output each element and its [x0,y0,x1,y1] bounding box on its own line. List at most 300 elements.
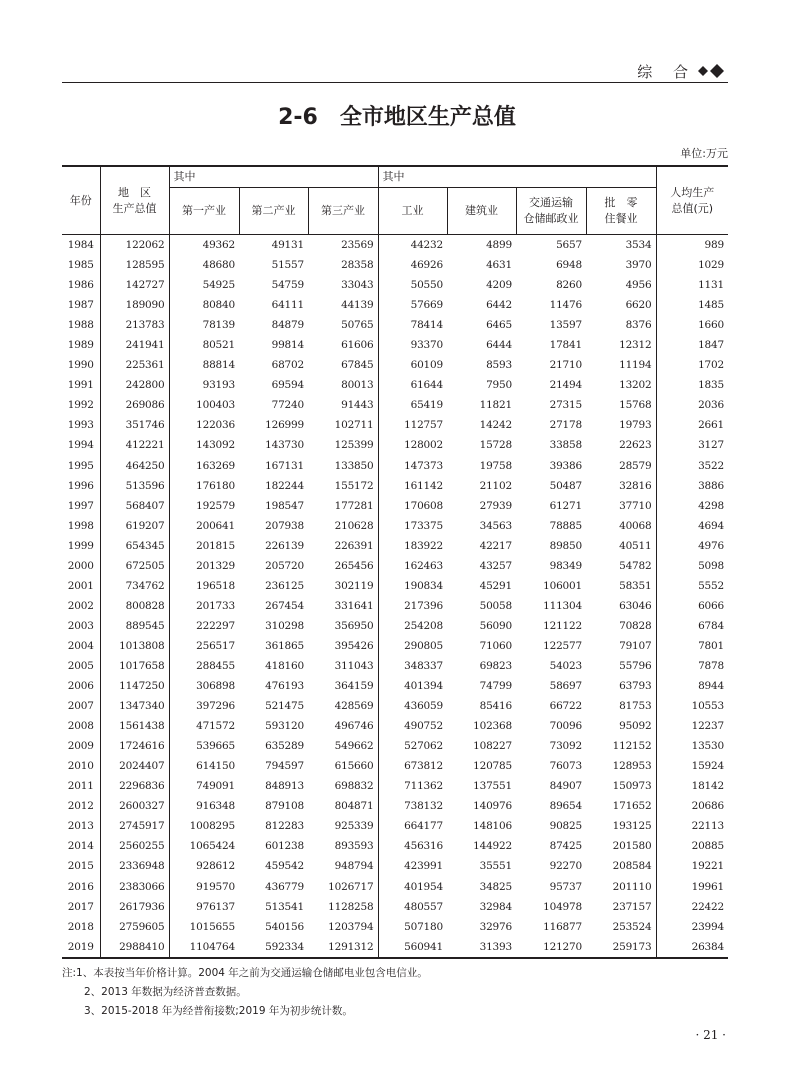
cell-primary: 200641 [169,516,239,536]
cell-tertiary: 356950 [334,619,374,632]
cell-primary: 143092 [169,435,239,455]
cell-retail: 40068 [619,519,652,532]
table-row [62,877,728,897]
running-header [62,56,728,83]
cell-retail: 19793 [619,419,652,432]
cell-gdp: 654345 [100,536,169,556]
cell-primary: 176180 [169,476,239,496]
cell-industry: 436059 [378,696,447,716]
cell-transport: 122577 [543,639,582,652]
cell-tertiary: 331641 [334,599,374,612]
table-row [62,355,728,375]
cell-year: 2019 [62,937,100,958]
cell-construction: 43257 [479,559,512,572]
cell-gdp: 189090 [100,295,169,315]
cell-per-capita: 5552 [656,576,728,596]
cell-construction: 8593 [486,359,512,372]
cell-gdp: 128595 [100,255,169,275]
cell-construction: 69823 [479,660,512,672]
cell-gdp: 568407 [100,496,169,516]
cell-industry: 290805 [378,636,447,656]
cell-industry: 65419 [378,395,447,415]
cell-retail: 8376 [625,319,652,332]
cell-secondary: 635289 [265,740,304,753]
cell-gdp: 351746 [100,415,169,435]
cell-retail: 37710 [619,499,652,512]
cell-industry: 61644 [378,375,447,395]
cell-secondary: 126999 [265,419,304,432]
cell-transport: 54023 [549,660,582,672]
cell-transport: 121122 [543,619,582,632]
cell-industry: 673812 [378,756,447,776]
cell-retail: 193125 [612,820,652,833]
cell-secondary: 236125 [265,579,304,592]
cell-secondary: 226139 [265,539,304,552]
header-tertiary: 第三产业 [308,188,378,235]
footnote-3: 3、2015-2018 年为经普衔接数;2019 年为初步统计数。 [84,1005,353,1017]
cell-industry: 423991 [378,856,447,876]
cell-retail: 55796 [619,660,652,672]
cell-transport: 27178 [549,419,582,432]
cell-industry: 401394 [378,676,447,696]
cell-tertiary: 364159 [334,680,374,693]
cell-per-capita: 1702 [656,355,728,375]
cell-gdp: 800828 [100,596,169,616]
cell-transport: 106001 [543,579,582,592]
cell-construction: 85416 [479,700,512,713]
cell-transport: 17841 [549,339,582,352]
cell-year: 1995 [67,459,94,472]
header-per-capita [656,166,728,235]
cell-secondary: 592334 [239,937,308,958]
cell-construction: 34563 [479,519,512,532]
cell-secondary: 459542 [265,860,304,873]
cell-tertiary: 61606 [341,339,374,352]
cell-transport: 92270 [549,860,582,873]
cell-transport: 58697 [549,680,582,693]
table-row [62,917,728,937]
cell-primary: 192579 [169,496,239,516]
cell-year: 2016 [67,880,94,893]
cell-industry: 112757 [378,415,447,435]
cell-transport: 104978 [543,900,582,913]
cell-gdp: 2617936 [100,897,169,917]
table-row [62,736,728,756]
cell-primary: 1065424 [169,836,239,856]
cell-primary: 100403 [169,395,239,415]
cell-transport: 84907 [549,780,582,793]
cell-secondary: 77240 [271,399,304,412]
cell-construction: 35551 [479,860,512,873]
cell-tertiary: 265456 [334,559,374,572]
cell-primary: 288455 [169,656,239,676]
table-row [62,536,728,556]
cell-secondary: 540156 [265,920,304,933]
cell-industry: 738132 [378,796,447,816]
cell-retail: 150973 [612,780,652,793]
cell-gdp: 241941 [100,335,169,355]
header-group-industries: 其中 [378,166,656,188]
cell-per-capita: 1660 [656,315,728,335]
cell-construction: 140976 [473,800,512,813]
cell-construction: 32976 [479,920,512,933]
cell-gdp: 213783 [100,315,169,335]
cell-industry: 93370 [378,335,447,355]
cell-retail: 201110 [612,880,652,893]
cell-primary: 916348 [169,796,239,816]
cell-retail: 6620 [625,299,652,312]
header-per-capita-line2: 总值(元) [671,201,714,215]
header-gdp-line1: 地 区 [118,185,151,199]
cell-retail: 11194 [619,359,652,372]
cell-year: 2007 [67,700,94,713]
cell-secondary: 310298 [265,619,304,632]
cell-retail: 4956 [625,279,652,292]
cell-primary: 306898 [169,676,239,696]
cell-year: 1986 [67,279,94,292]
cell-retail: 253524 [612,920,652,933]
cell-secondary: 167131 [265,459,304,472]
cell-per-capita: 1485 [656,295,728,315]
header-transport-line1: 交通运输 [529,196,573,209]
cell-transport: 33858 [549,439,582,452]
cell-primary: 80840 [169,295,239,315]
cell-industry: 161142 [378,476,447,496]
cell-retail: 40511 [619,539,652,552]
cell-tertiary: 133850 [334,459,374,472]
cell-year: 1984 [67,239,94,252]
footnote-1: 注:1、本表按当年价格计算。2004 年之前为交通运输仓储邮电业包含电信业。 [62,967,428,979]
cell-construction: 45291 [479,579,512,592]
cell-secondary: 143730 [265,439,304,452]
cell-construction: 148106 [473,820,512,833]
cell-year: 1992 [67,399,94,412]
cell-primary: 48680 [169,255,239,275]
cell-industry: 46926 [378,255,447,275]
cell-tertiary: 925339 [334,820,374,833]
cell-industry: 348337 [378,656,447,676]
cell-construction: 4209 [486,279,512,292]
cell-tertiary: 50765 [341,319,374,332]
cell-retail: 28579 [619,459,652,472]
cell-per-capita: 22113 [656,816,728,836]
cell-retail: 58351 [619,579,652,592]
cell-per-capita: 15924 [656,756,728,776]
cell-retail: 3970 [625,259,652,272]
cell-gdp: 1147250 [100,676,169,696]
header-per-capita-line1: 人均生产 [670,185,715,199]
cell-secondary: 418160 [265,660,304,672]
table-row [62,816,728,836]
cell-year: 2001 [67,579,94,592]
cell-per-capita: 7878 [656,656,728,676]
cell-gdp: 1561438 [100,716,169,736]
cell-year: 1989 [67,339,94,352]
table-row [62,275,728,295]
cell-retail: 63793 [619,680,652,693]
table-title-text: 全市地区生产总值 [339,105,516,130]
cell-primary: 54925 [169,275,239,295]
cell-year: 2015 [67,860,94,873]
cell-construction: 120785 [473,760,512,773]
cell-tertiary: 28358 [341,259,374,272]
cell-tertiary: 125399 [334,439,374,452]
cell-retail: 54782 [619,559,652,572]
cell-gdp: 122062 [100,235,169,256]
cell-year: 1999 [67,539,94,552]
cell-tertiary: 44139 [341,299,374,312]
cell-construction: 74799 [479,680,512,693]
cell-year: 2002 [67,599,94,612]
cell-per-capita: 3127 [656,435,728,455]
cell-per-capita: 22422 [656,897,728,917]
cell-secondary: 84879 [271,319,304,332]
cell-construction: 15728 [479,439,512,452]
cell-tertiary: 210628 [334,519,374,532]
cell-gdp: 1013808 [100,636,169,656]
cell-construction: 11821 [479,399,512,412]
footnotes [62,964,428,1021]
cell-retail: 79107 [619,639,652,652]
cell-tertiary: 1128258 [328,900,374,913]
cell-industry: 217396 [378,596,447,616]
cell-secondary: 99814 [271,339,304,352]
table-row [62,295,728,315]
cell-transport: 98349 [549,559,582,572]
cell-year: 1994 [67,439,94,452]
cell-gdp: 734762 [100,576,169,596]
table-row [62,596,728,616]
cell-industry: 173375 [378,516,447,536]
cell-tertiary: 948794 [334,860,374,873]
cell-primary: 1015655 [169,917,239,937]
cell-retail: 63046 [619,599,652,612]
cell-primary: 928612 [169,856,239,876]
table-row [62,395,728,415]
table-row [62,315,728,335]
cell-per-capita: 5098 [656,556,728,576]
table-row [62,435,728,455]
header-transport-line2: 仓储邮政业 [523,212,579,225]
header-transport [516,188,586,235]
cell-transport: 5657 [556,239,582,252]
cell-per-capita: 1029 [656,255,728,275]
cell-year: 2018 [67,920,94,933]
cell-year: 2005 [67,660,94,672]
cell-year: 1998 [67,519,94,532]
cell-construction: 144922 [473,840,512,853]
cell-primary: 196518 [169,576,239,596]
cell-primary: 80521 [169,335,239,355]
cell-per-capita: 20885 [656,836,728,856]
cell-secondary: 513541 [265,900,304,913]
cell-construction: 108227 [473,740,512,753]
cell-primary: 88814 [169,355,239,375]
cell-secondary: 68702 [271,359,304,372]
table-row [62,335,728,355]
cell-year: 2012 [67,800,94,813]
cell-tertiary: 155172 [334,479,374,492]
cell-transport: 73092 [549,740,582,753]
cell-retail: 112152 [612,740,652,753]
cell-industry: 147373 [378,456,447,476]
cell-transport: 27315 [549,399,582,412]
cell-tertiary: 615660 [334,760,374,773]
cell-industry: 78414 [378,315,447,335]
cell-transport: 8260 [556,279,582,292]
cell-transport: 87425 [549,840,582,853]
cell-secondary: 64111 [271,299,304,312]
cell-industry: 57669 [378,295,447,315]
cell-per-capita: 2661 [656,415,728,435]
table-row [62,576,728,596]
cell-year: 1991 [67,379,94,392]
cell-industry: 711362 [378,776,447,796]
table-row [62,636,728,656]
cell-per-capita: 7801 [656,636,728,656]
cell-transport: 21494 [549,379,582,392]
cell-primary: 201733 [169,596,239,616]
diamond-ornament-icon [698,64,728,78]
cell-primary: 471572 [169,716,239,736]
cell-gdp: 619207 [100,516,169,536]
cell-tertiary: 428569 [334,700,374,713]
cell-industry: 480557 [378,897,447,917]
table-row [62,415,728,435]
cell-transport: 50487 [549,479,582,492]
cell-construction: 6465 [486,319,512,332]
cell-per-capita: 4694 [656,516,728,536]
cell-per-capita: 2036 [656,395,728,415]
cell-year: 1988 [67,319,94,332]
cell-tertiary: 1203794 [328,920,374,933]
cell-industry: 507180 [378,917,447,937]
cell-primary: 976137 [169,897,239,917]
cell-tertiary: 226391 [334,539,374,552]
cell-construction: 102368 [473,720,512,733]
cell-transport: 21710 [549,359,582,372]
cell-secondary: 51557 [271,259,304,272]
cell-per-capita: 4976 [656,536,728,556]
cell-transport: 6948 [556,259,582,272]
cell-year: 1990 [67,359,94,372]
cell-secondary: 361865 [265,639,304,652]
cell-secondary: 69594 [271,379,304,392]
cell-secondary: 593120 [265,720,304,733]
cell-tertiary: 311043 [334,660,374,672]
cell-gdp: 242800 [100,375,169,395]
cell-per-capita: 18142 [656,776,728,796]
cell-tertiary: 804871 [334,800,374,813]
cell-primary: 539665 [169,736,239,756]
cell-secondary: 205720 [265,559,304,572]
cell-primary: 614150 [169,756,239,776]
cell-per-capita: 6784 [656,616,728,636]
cell-industry: 490752 [378,716,447,736]
header-retail [586,188,656,235]
cell-gdp: 2296836 [100,776,169,796]
cell-retail: 259173 [586,937,656,958]
cell-per-capita: 4298 [656,496,728,516]
cell-primary: 201815 [169,536,239,556]
cell-gdp: 225361 [100,355,169,375]
cell-secondary: 54759 [271,279,304,292]
cell-gdp: 2600327 [100,796,169,816]
table-row [62,516,728,536]
header-industry: 工业 [378,188,447,235]
cell-per-capita: 3522 [656,456,728,476]
table-row [62,756,728,776]
cell-retail: 15768 [619,399,652,412]
cell-industry: 254208 [378,616,447,636]
cell-year: 2013 [67,820,94,833]
cell-industry: 527062 [378,736,447,756]
cell-year: 2003 [67,619,94,632]
cell-primary: 201329 [169,556,239,576]
cell-year: 2010 [67,760,94,773]
cell-gdp: 2336948 [100,856,169,876]
cell-construction: 137551 [473,780,512,793]
cell-industry: 456316 [378,836,447,856]
cell-secondary: 49131 [271,239,304,252]
cell-tertiary: 549662 [334,740,374,753]
cell-primary: 749091 [169,776,239,796]
cell-construction: 27939 [479,499,512,512]
cell-transport: 111304 [543,599,582,612]
cell-gdp: 1347340 [100,696,169,716]
cell-construction: 42217 [479,539,512,552]
cell-industry: 162463 [378,556,447,576]
cell-gdp: 2745917 [100,816,169,836]
cell-construction: 71060 [479,639,512,652]
cell-year: 2000 [67,559,94,572]
cell-secondary: 601238 [265,840,304,853]
cell-transport: 78885 [549,519,582,532]
cell-gdp: 269086 [100,395,169,415]
page-title [0,100,794,131]
cell-industry: 128002 [378,435,447,455]
cell-transport: 121270 [516,937,586,958]
cell-primary: 397296 [169,696,239,716]
cell-construction: 6444 [486,339,512,352]
table-row [62,776,728,796]
cell-tertiary: 698832 [334,780,374,793]
cell-per-capita: 20686 [656,796,728,816]
cell-year: 2004 [67,639,94,652]
cell-year: 1997 [67,499,94,512]
cell-per-capita: 19221 [656,856,728,876]
table-row [62,616,728,636]
cell-retail: 128953 [612,760,652,773]
cell-year: 2008 [67,720,94,733]
cell-tertiary: 893593 [334,840,374,853]
cell-transport: 76073 [549,760,582,773]
cell-retail: 12312 [619,339,652,352]
cell-primary: 93193 [169,375,239,395]
cell-retail: 95092 [619,720,652,733]
cell-tertiary: 102711 [334,419,374,432]
cell-construction: 19758 [479,459,512,472]
cell-retail: 208584 [612,860,652,873]
cell-gdp: 672505 [100,556,169,576]
header-construction: 建筑业 [447,188,516,235]
cell-retail: 22623 [619,439,652,452]
cell-gdp: 2759605 [100,917,169,937]
cell-gdp: 464250 [100,456,169,476]
cell-gdp: 142727 [100,275,169,295]
cell-retail: 70828 [619,619,652,632]
cell-tertiary: 67845 [341,359,374,372]
